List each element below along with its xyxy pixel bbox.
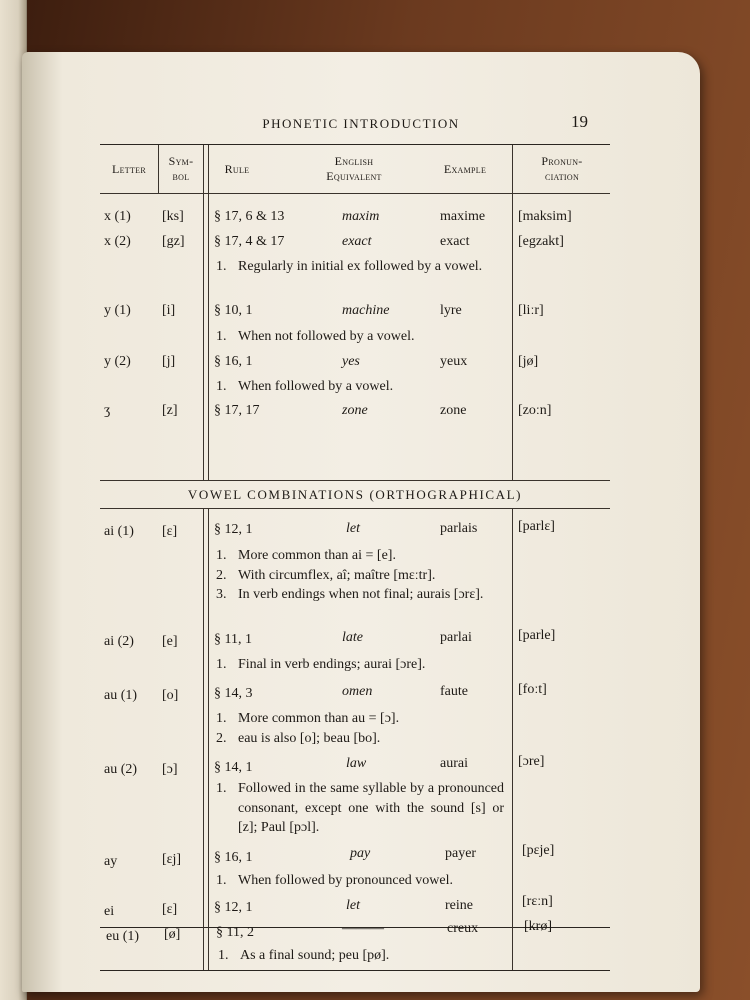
rule-line [208,508,209,927]
header-english-line1: English [334,154,374,168]
example-cell: creux [447,921,479,936]
symbol-cell: [ks] [162,209,184,224]
rule-cell: § 12, 1 [214,522,253,537]
rule-line [512,508,513,927]
pronunciation-cell: [krø] [524,919,552,934]
note-item [216,779,504,838]
header-pron-line2: ciation [544,169,580,183]
example-cell: aurai [440,756,468,771]
letter-cell: y (2) [104,354,131,369]
note-text: When followed by a vowel. [238,379,394,394]
english-cell: yes [342,354,360,369]
rule-note [216,327,504,347]
note-text: When followed by pronounced vowel. [238,873,453,888]
pronunciation-cell: [ɔre] [518,754,545,769]
note-item [216,257,504,277]
rule-cell: § 14, 1 [214,760,253,775]
header-symbol-line2: bol [172,169,190,183]
symbol-cell: [o] [162,688,179,703]
example-cell: zone [440,403,467,418]
rule-cell: § 14, 3 [214,686,253,701]
note-number: 1. [216,259,227,274]
english-cell: law [346,756,367,771]
letter-cell: y (1) [104,303,131,318]
note-number: 1. [216,329,227,344]
letter-cell: x (2) [104,234,131,249]
note-text: More common than au = [ɔ]. [238,711,400,726]
letter-cell: ai (1) [104,524,134,539]
note-number: 3. [216,587,227,602]
pronunciation-cell: [egzakt] [518,234,564,249]
note-text: eau is also [o]; beau [bo]. [238,730,381,746]
running-head: PHONETIC INTRODUCTION [262,116,460,131]
header-symbol-line1: Sym- [168,154,194,168]
book-page [22,52,700,992]
rule-note [216,655,504,675]
note-number: 2. [216,567,227,583]
pronunciation-cell: [foːt] [518,682,547,697]
rule-cell: § 12, 1 [214,900,253,915]
english-cell: maxim [342,209,380,224]
pronunciation-cell: [rɛːn] [522,894,553,909]
symbol-cell: [ɛ] [162,524,178,539]
english-cell: ——— [342,921,384,936]
pronunciation-cell: [pɛje] [522,843,555,858]
rule-cell: § 17, 4 & 17 [214,234,285,249]
letter-cell: eu (1) [106,929,140,944]
rule-note [216,779,504,838]
example-cell: reine [445,898,473,913]
rule-note [218,946,508,966]
rule-note [216,871,506,891]
section-heading: VOWEL COMBINATIONS (ORTHOGRAPHICAL) [187,487,523,502]
rule-line [208,145,209,480]
rule-note [216,709,504,748]
note-item [216,377,504,397]
section-rule [100,508,610,509]
english-cell: zone [342,403,368,418]
pronunciation-cell: [liːr] [518,303,544,318]
pronunciation-cell: [maksim] [518,209,572,224]
letter-cell: ʒ [104,403,111,418]
example-cell: payer [445,846,477,861]
note-text: When not followed by a vowel. [238,329,415,344]
english-cell: omen [342,684,373,699]
example-cell: parlais [440,521,478,536]
note-item [216,585,504,605]
english-cell: let [346,898,360,913]
note-number: 1. [216,711,227,726]
header-rule [100,193,610,194]
rule-cell: § 17, 6 & 13 [214,209,285,224]
pronunciation-cell: [parle] [518,628,556,643]
header-english [296,154,412,184]
rule-line [208,918,209,970]
rule-cell: § 11, 2 [216,925,254,940]
symbol-cell: [i] [162,303,176,318]
letter-cell: ay [104,854,118,869]
note-number: 1. [216,379,227,394]
rule-cell: § 17, 17 [214,403,260,418]
table-bottom-rule [100,970,610,971]
note-number: 1. [216,657,227,672]
note-item [216,546,504,566]
letter-cell: ei [104,904,115,919]
rule-cell: § 10, 1 [214,303,253,318]
rule-line [512,918,513,970]
note-number: 2. [216,730,227,746]
rule-line [512,145,513,480]
header-pronunciation [514,154,610,184]
note-text: More common than ai = [e]. [238,548,396,563]
rule-cell: § 16, 1 [214,354,253,369]
note-number: 1. [216,548,227,563]
english-cell: exact [342,234,372,249]
note-text: In verb endings when not final; aurais [ɔrɛ]. [238,587,484,602]
header-rule-col: Rule [224,162,250,176]
example-cell: lyre [440,303,462,318]
note-item [218,946,508,966]
pronunciation-cell: [zoːn] [518,403,552,418]
example-cell: parlai [440,630,472,645]
note-number: 1. [216,781,227,796]
symbol-cell: [ø] [164,927,181,942]
symbol-cell: [e] [162,634,178,649]
symbol-cell: [ɛj] [162,852,182,867]
letter-cell: au (1) [104,688,138,703]
symbol-cell: [ɛ] [162,902,178,917]
note-item [216,655,504,675]
example-cell: yeux [440,354,468,369]
note-number: 1. [218,948,229,963]
letter-cell: ai (2) [104,634,134,649]
note-item [216,327,504,347]
rule-note [216,546,504,605]
symbol-cell: [j] [162,354,176,369]
letter-cell: au (2) [104,762,138,777]
rule-note [216,377,504,397]
rule-cell: § 16, 1 [214,850,253,865]
note-text: Final in verb endings; aurai [ɔre]. [238,657,426,672]
note-item [216,871,506,891]
rule-line [203,145,204,480]
note-text: With circumflex, aî; maître [mɛːtr]. [238,567,436,583]
header-symbol [158,154,204,184]
symbol-cell: [z] [162,403,178,418]
english-cell: let [346,521,360,536]
english-cell: machine [342,303,390,318]
section-rule [100,480,610,481]
example-cell: maxime [440,209,486,224]
page-number: 19 [571,112,588,131]
english-cell: pay [350,846,371,861]
phonetic-table [100,144,610,928]
symbol-cell: [gz] [162,234,185,249]
rule-cell: § 11, 1 [214,632,252,647]
english-cell: late [342,630,363,645]
symbol-cell: [ɔ] [162,762,178,777]
pronunciation-cell: [parlɛ] [518,519,555,534]
note-item [216,566,504,586]
note-number: 1. [216,873,227,888]
rule-line [203,508,204,927]
rule-line [203,918,204,970]
pronunciation-cell: [jø] [518,354,539,369]
example-cell: exact [440,234,470,249]
note-item [216,709,504,729]
letter-cell: x (1) [104,209,131,224]
example-cell: faute [440,684,468,699]
note-item [216,729,504,749]
header-letter: Letter [111,162,146,176]
header-pron-line1: Pronun- [541,154,583,168]
header-english-line2: Equivalent [326,169,382,183]
rule-note [216,257,504,277]
note-text: Followed in the same syllable by a pronounced consonant, except one with the sound [s] or [z]; Paul [pɔl]. [238,781,504,835]
note-text: Regularly in initial ex followed by a vowel. [238,259,483,274]
header-example: Example [443,162,487,176]
note-text: As a final sound; peu [pø]. [240,948,390,963]
